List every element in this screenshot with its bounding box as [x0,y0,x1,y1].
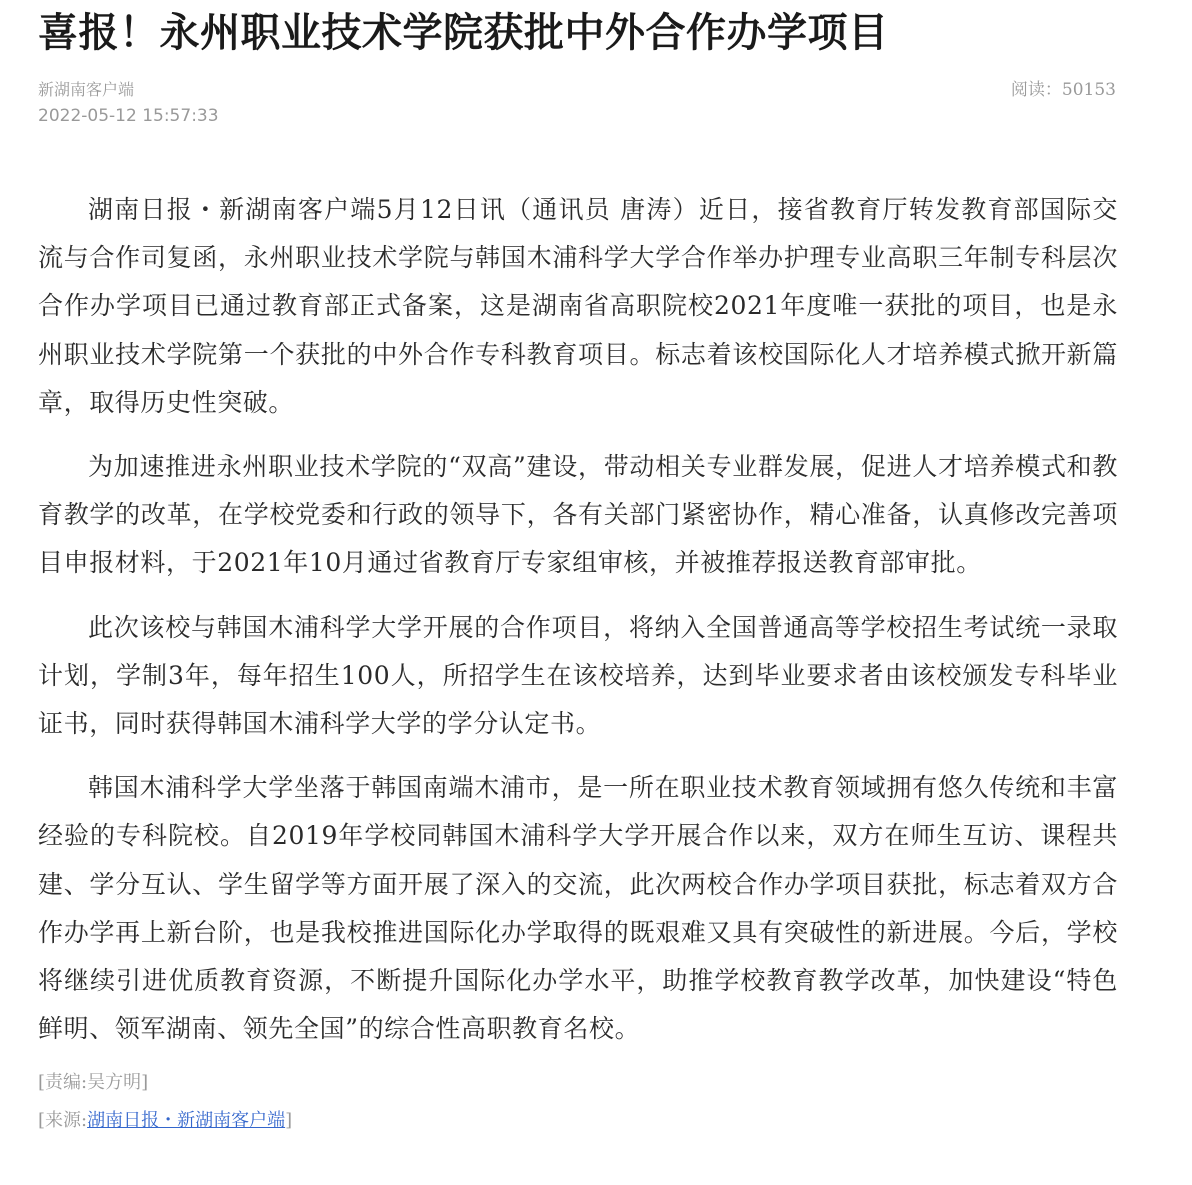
source-link[interactable]: 湖南日报・新湖南客户端 [87,1110,286,1132]
article-source: 新湖南客户端 [38,80,135,99]
editor-credit: [责编:吴方明] [38,1072,149,1094]
source-credit [38,1107,1118,1135]
article-paragraph-3: 此次该校与韩国木浦科学大学开展的合作项目，将纳入全国普通高等学校招生考试统一录取计划，学制3年，每年招生100人，所招学生在该校培养，达到毕业要求者由该校颁发专科毕业证书，同时获得韩国木浦科学大学的学分认定书。 [38,612,1118,739]
article-paragraph-4: 韩国木浦科学大学坐落于韩国南端木浦市，是一所在职业技术教育领域拥有悠久传统和丰富经验的专科院校。自2019年学校同韩国木浦科学大学开展合作以来，双方在师生互访、课程共建、学分互认、学生留学等方面开展了深入的交流，此次两校合作办学项目获批，标志着双方合作办学再上新台阶，也是我校推进国际化办学取得的既艰难又具有突破性的新进展。今后，学校将继续引进优质教育资源，不断提升国际化办学水平，助推学校教育教学改革，加快建设“特色鲜明、领军湖南、领先全国”的综合性高职教育名校。 [38,773,1118,1044]
article-paragraph-1: 湖南日报・新湖南客户端5月12日讯（通讯员 唐涛）近日，接省教育厅转发教育部国际交流与合作司复函，永州职业技术学院与韩国木浦科学大学合作举办护理专业高职三年制专科层次合作办学项目已通过教育部正式备案，这是湖南省高职院校2021年度唯一获批的项目，也是永州职业技术学院第一个获批的中外合作专科教育项目。标志着该校国际化人才培养模式掀开新篇章，取得历史性突破。 [38,195,1118,417]
source-credit-suffix: ] [285,1110,293,1132]
article-paragraph-2: 为加速推进永州职业技术学院的“双高”建设，带动相关专业群发展，促进人才培养模式和教育教学的改革，在学校党委和行政的领导下，各有关部门紧密协作，精心准备，认真修改完善项目申报材料，于2021年10月通过省教育厅专家组审核，并被推荐报送教育部审批。 [38,452,1118,578]
source-credit-prefix: [来源: [38,1110,88,1132]
read-count: 阅读：50153 [1010,80,1116,100]
article-timestamp: 2022-05-12 15:57:33 [38,106,219,126]
article-title: 喜报！永州职业技术学院获批中外合作办学项目 [38,10,889,56]
article-container [38,0,1118,1135]
article-body [38,186,1118,1053]
article-meta [38,78,1118,148]
